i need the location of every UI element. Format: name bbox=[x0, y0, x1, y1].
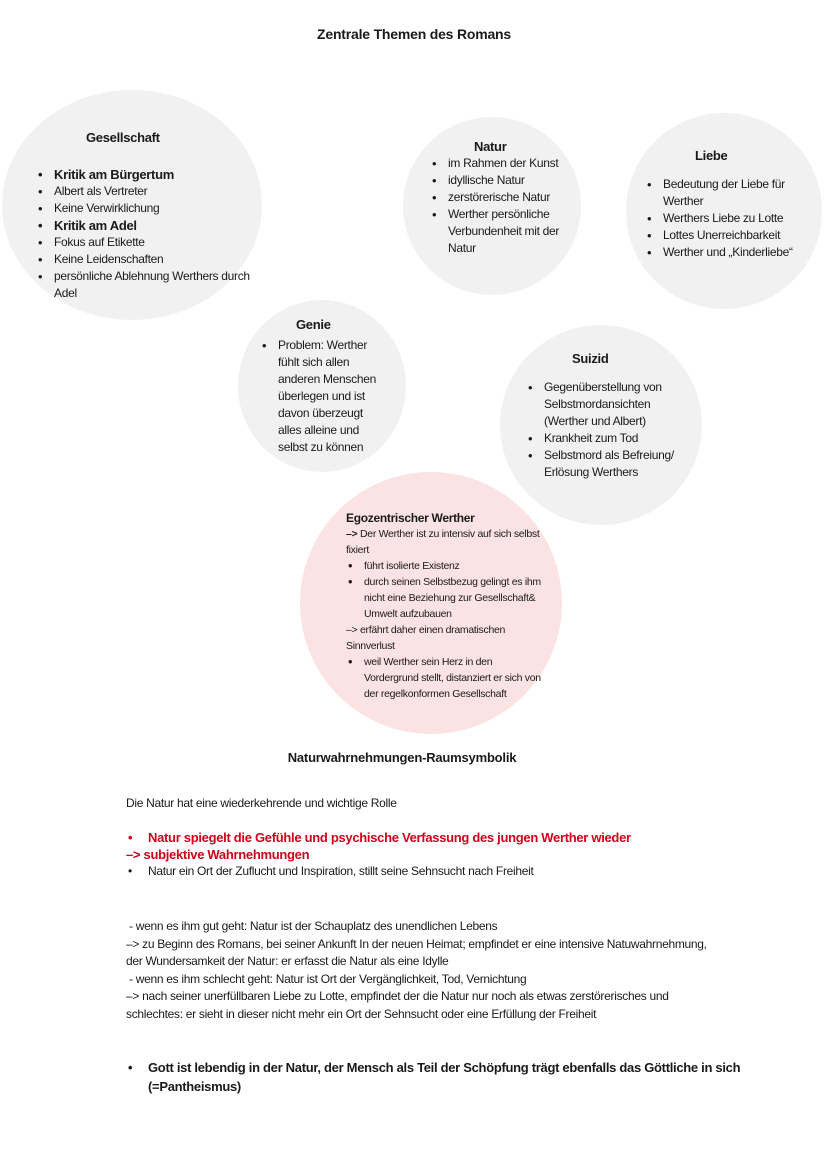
natur-heading: Natur bbox=[474, 139, 507, 154]
ego-list-1 bbox=[346, 558, 542, 622]
para-line: –> nach seiner unerfüllbaren Liebe zu Lotte, empfindet der die Natur nur noch als etwas zerstörerisches und bbox=[126, 989, 669, 1003]
list-item: • im Rahmen der Kunst bbox=[430, 155, 565, 172]
list-item: • Selbstmord als Befreiung/ Erlösung Werthers bbox=[526, 447, 684, 481]
suizid-heading: Suizid bbox=[572, 351, 609, 366]
para-line: - wenn es ihm schlecht geht: Natur ist Ort der Vergänglichkeit, Tod, Vernichtung bbox=[126, 971, 527, 986]
liebe-heading: Liebe bbox=[695, 148, 728, 163]
list-item: • Werther und „Kinderliebe“ bbox=[645, 244, 817, 261]
list-item: • Werther persönliche Verbundenheit mit der Natur bbox=[430, 206, 565, 257]
list-item: • Werthers Liebe zu Lotte bbox=[645, 210, 817, 227]
list-item: • Bedeutung der Liebe für Werther bbox=[645, 176, 817, 210]
genie-heading: Genie bbox=[296, 317, 331, 332]
list-item: • Albert als Vertreter bbox=[36, 183, 251, 200]
list-item: • idyllische Natur bbox=[430, 172, 565, 189]
suizid-list bbox=[526, 379, 684, 481]
liebe-list bbox=[645, 176, 817, 261]
bullet-dot: • bbox=[128, 830, 133, 845]
bullet-dot: • bbox=[128, 864, 132, 878]
list-item: • durch seinen Selbstbezug gelingt es ihm nicht eine Beziehung zur Gesellschaft& Umwelt aufzubauen bbox=[346, 574, 542, 622]
list-item: • Kritik am Adel bbox=[36, 217, 251, 234]
para-line: schlechtes: er sieht in dieser nicht mehr ein Ort der Sehnsucht oder eine Erfüllung der Freiheit bbox=[126, 1006, 597, 1021]
bullet-dot: • bbox=[128, 1060, 133, 1075]
section-heading: Naturwahrnehmungen-Raumsymbolik bbox=[287, 750, 517, 765]
ego-list-2 bbox=[346, 654, 542, 702]
bullet-2 bbox=[126, 863, 766, 880]
natur-box bbox=[430, 138, 565, 257]
para-line: der Wundersamkeit der Natur: er erfasst die Natur als eine Idylle bbox=[126, 954, 449, 968]
final-bullet-line bbox=[126, 1058, 756, 1096]
final-bullet bbox=[126, 1058, 756, 1096]
ego-middle: –> erfährt daher einen dramatischen Sinnverlust bbox=[346, 624, 506, 652]
list-item: • persönliche Ablehnung Werthers durch Adel bbox=[36, 268, 251, 302]
ego-intro-line bbox=[346, 526, 542, 558]
list-item: • Kritik am Bürgertum bbox=[36, 166, 251, 183]
list-item: • zerstörerische Natur bbox=[430, 189, 565, 206]
gesellschaft-heading: Gesellschaft bbox=[86, 130, 160, 145]
list-item: • Krankheit zum Tod bbox=[526, 430, 684, 447]
section-paragraph bbox=[126, 918, 816, 1023]
genie-box bbox=[260, 316, 388, 456]
natur-list bbox=[430, 155, 565, 257]
ego-box bbox=[346, 510, 542, 702]
para-line: –> zu Beginn des Romans, bei seiner Ankunft In der neuen Heimat; empfindet er eine intensive Natuwahrnehmung, bbox=[126, 936, 707, 951]
final-bullet-text: Gott ist lebendig in der Natur, der Mensch als Teil der Schöpfung trägt ebenfalls das Göttliche in sich (=Pantheismus) bbox=[148, 1060, 741, 1094]
section-bullets bbox=[126, 829, 766, 880]
section-intro: Die Natur hat eine wiederkehrende und wichtige Rolle bbox=[126, 796, 397, 810]
gesellschaft-box bbox=[36, 129, 251, 302]
list-item: • Gegenüberstellung von Selbstmordansichten (Werther und Albert) bbox=[526, 379, 684, 430]
list-item: • Keine Leidenschaften bbox=[36, 251, 251, 268]
ego-heading: Egozentrischer Werther bbox=[346, 511, 475, 525]
genie-list bbox=[260, 337, 388, 456]
suizid-box bbox=[526, 350, 684, 481]
ego-intro: Der Werther ist zu intensiv auf sich selbst fixiert bbox=[346, 528, 540, 556]
liebe-box bbox=[645, 147, 817, 261]
red-bullet bbox=[126, 829, 766, 846]
red-sub: –> subjektive Wahrnehmungen bbox=[126, 847, 310, 862]
gesellschaft-list bbox=[36, 166, 251, 302]
list-item: • weil Werther sein Herz in den Vordergrund stellt, distanziert er sich von der regelkonformen Gesellschaft bbox=[346, 654, 542, 702]
list-item: • Problem: Werther fühlt sich allen anderen Menschen überlegen und ist davon überzeugt alles alleine und selbst zu können bbox=[260, 337, 388, 456]
para-line: - wenn es ihm gut geht: Natur ist der Schauplatz des unendlichen Lebens bbox=[126, 919, 498, 933]
ego-arrow: –> bbox=[346, 528, 358, 540]
red-bullet-text: Natur spiegelt die Gefühle und psychische Verfassung des jungen Werther wieder bbox=[148, 830, 631, 845]
list-item: • Keine Verwirklichung bbox=[36, 200, 251, 217]
list-item: • Fokus auf Etikette bbox=[36, 234, 251, 251]
bullet-2-text: Natur ein Ort der Zuflucht und Inspiration, stillt seine Sehnsucht nach Freiheit bbox=[148, 864, 534, 878]
page-title: Zentrale Themen des Romans bbox=[317, 26, 511, 42]
list-item: • Lottes Unerreichbarkeit bbox=[645, 227, 817, 244]
list-item: • führt isolierte Existenz bbox=[346, 558, 542, 574]
